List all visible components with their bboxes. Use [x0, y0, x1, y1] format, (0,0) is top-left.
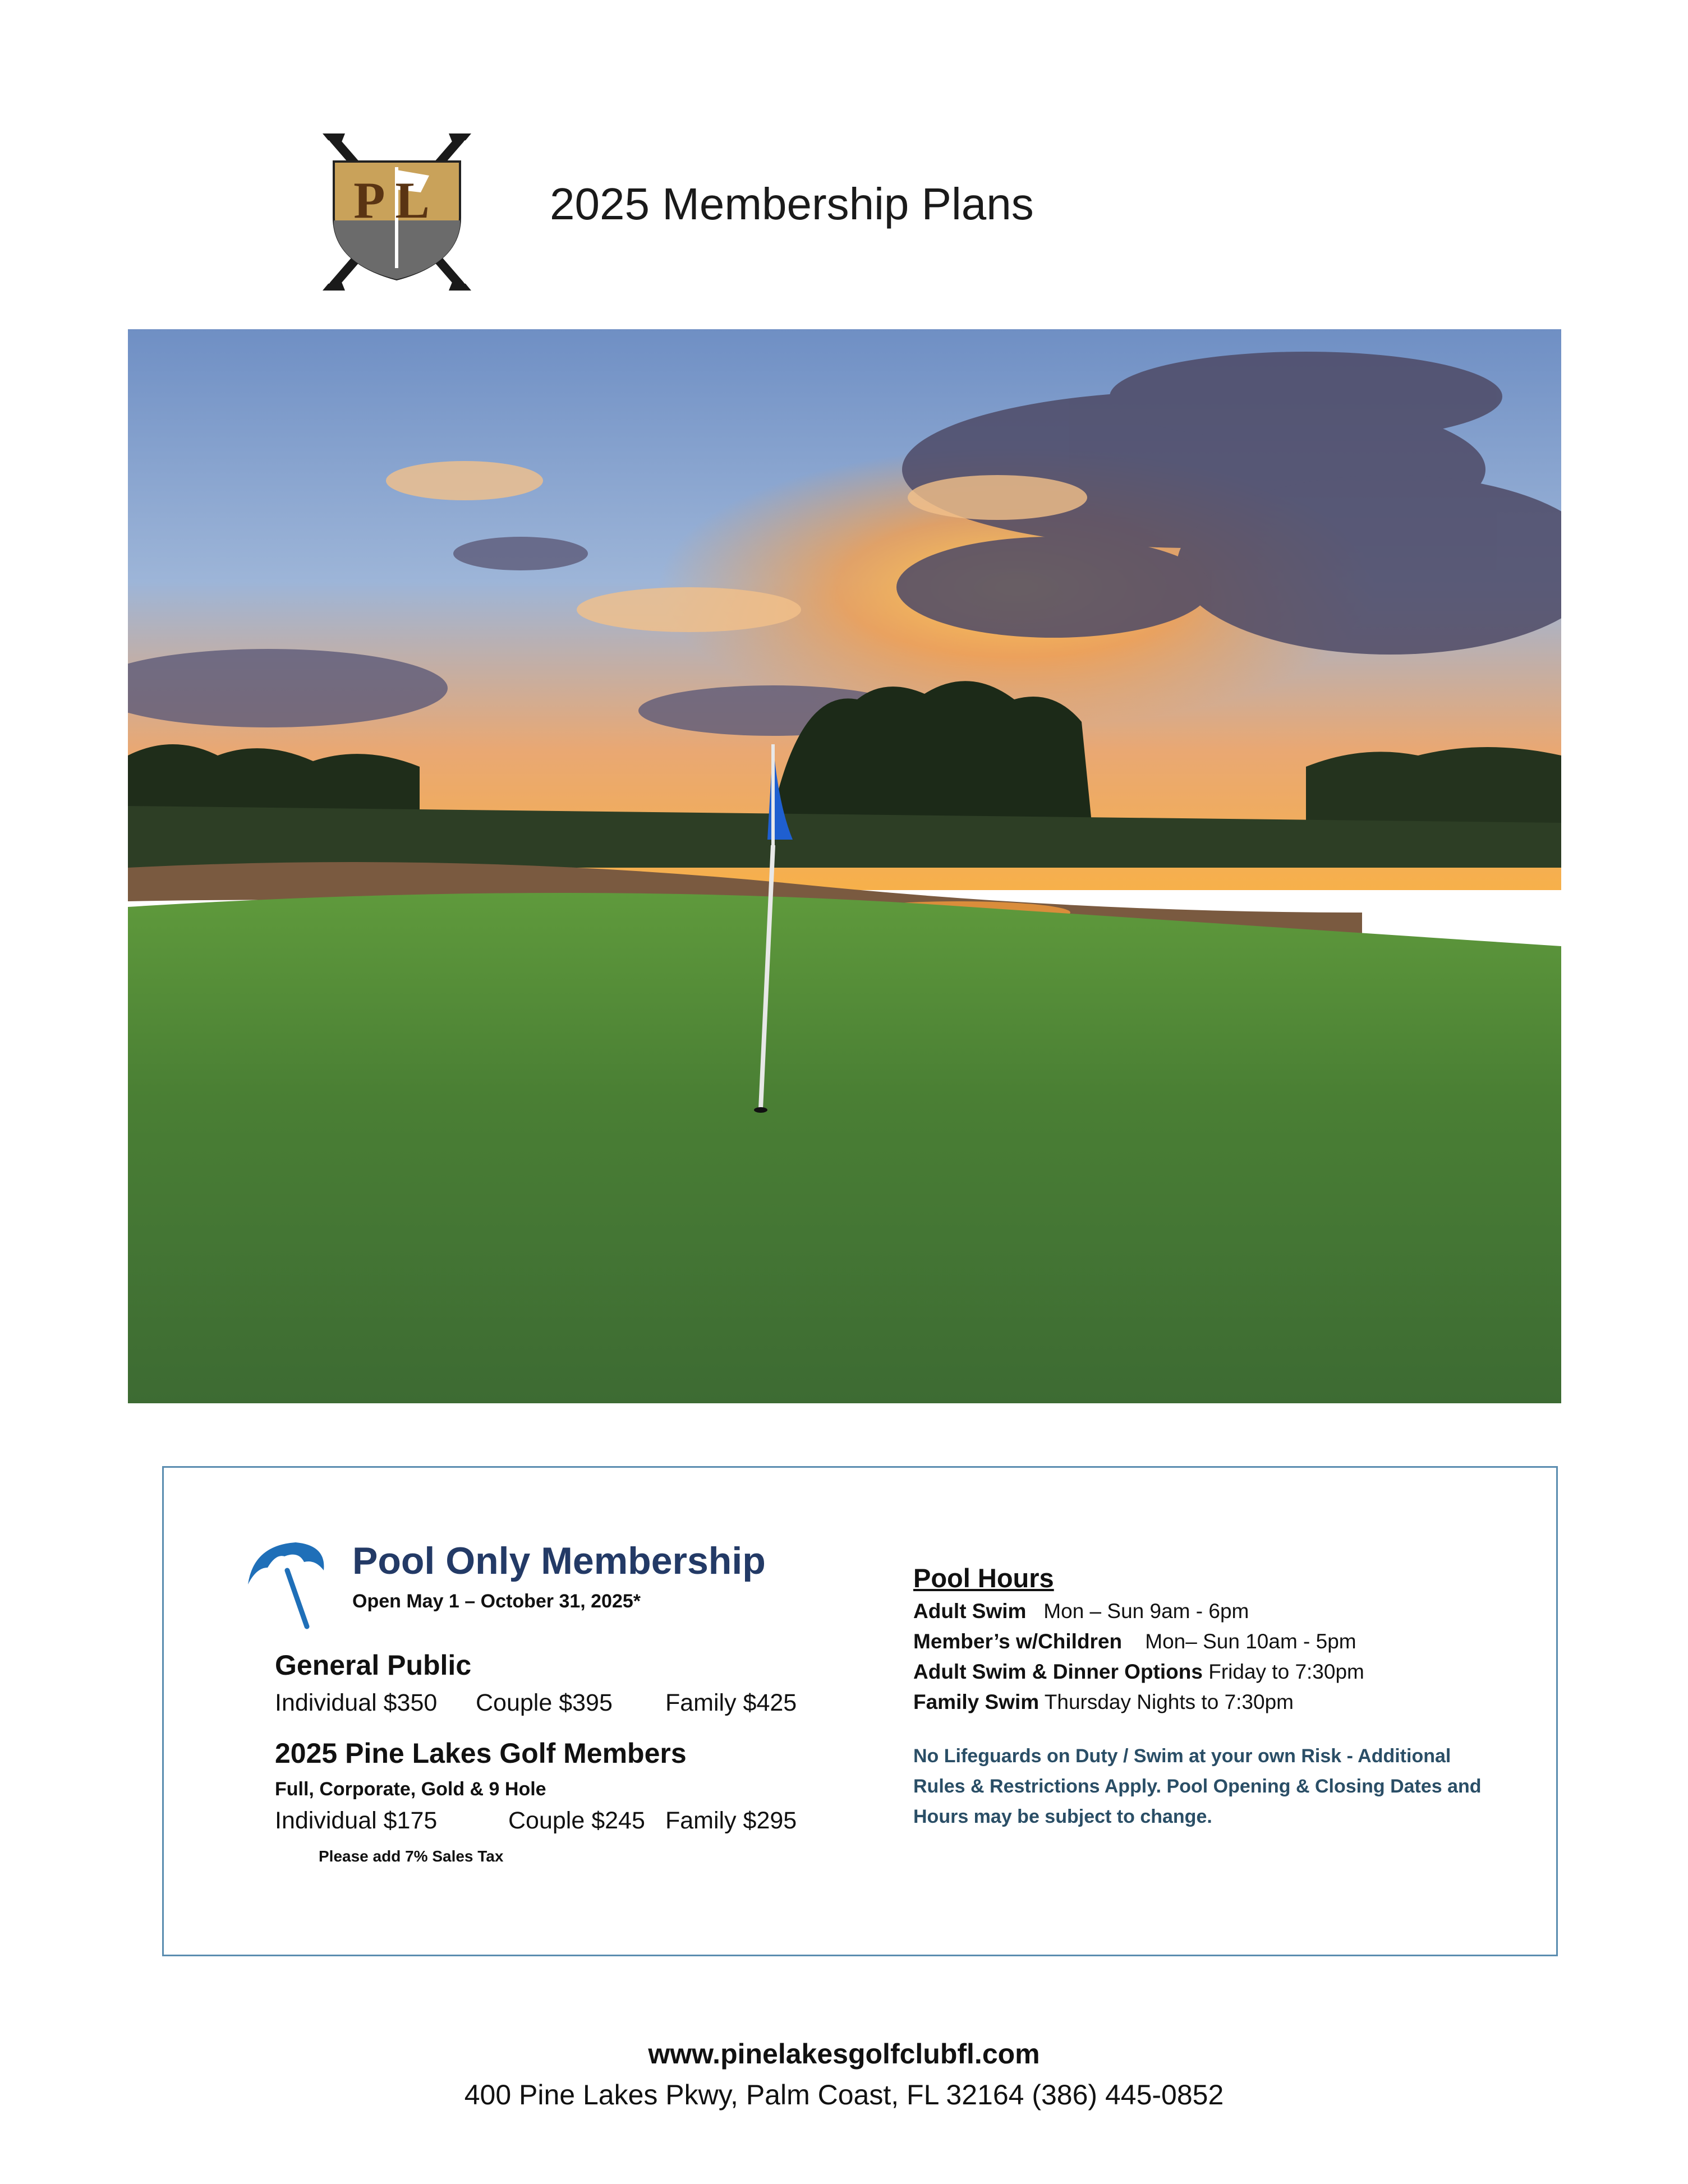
members-heading: 2025 Pine Lakes Golf Members: [275, 1738, 687, 1769]
hours-row: [913, 1660, 1364, 1684]
general-public-heading: General Public: [275, 1649, 472, 1681]
hours-label: Family Swim: [913, 1690, 1040, 1713]
pool-rules-notice: No Lifeguards on Duty / Swim at your own Risk - Additional Rules & Restrictions Apply. Pool Opening & Closing Dates and Hours may be subject to change.: [913, 1745, 1482, 1827]
sales-tax-note: Please add 7% Sales Tax: [319, 1847, 504, 1865]
pool-membership-title: Pool Only Membership: [352, 1540, 766, 1582]
season-dates: Open May 1 – October 31, 2025*: [352, 1591, 641, 1612]
general-individual-price: Individual $350: [275, 1689, 438, 1716]
beach-umbrella-icon: [242, 1537, 326, 1629]
hours-value: Thursday Nights to 7:30pm: [1044, 1690, 1294, 1713]
website-url[interactable]: www.pinelakesgolfclubfl.com: [648, 2038, 1040, 2070]
members-subheading: Full, Corporate, Gold & 9 Hole: [275, 1778, 546, 1800]
members-couple-price: Couple $245: [508, 1807, 645, 1834]
logo-lettering: PL: [353, 172, 440, 229]
hours-value: Mon– Sun 10am - 5pm: [1145, 1630, 1356, 1653]
page-title: 2025 Membership Plans: [550, 179, 1034, 229]
pool-hours-heading: Pool Hours: [913, 1563, 1054, 1593]
hours-label: Adult Swim & Dinner Options: [913, 1660, 1203, 1683]
club-address: 400 Pine Lakes Pkwy, Palm Coast, FL 32164 (386) 445-0852: [464, 2079, 1224, 2111]
hours-row: [913, 1630, 1356, 1653]
golf-course-photo: [128, 329, 1561, 1403]
hours-value: Mon – Sun 9am - 6pm: [1043, 1600, 1249, 1623]
hours-value: Friday to 7:30pm: [1208, 1660, 1364, 1683]
general-family-price: Family $425: [665, 1689, 797, 1716]
members-individual-price: Individual $175: [275, 1807, 438, 1834]
hours-label: Member’s w/Children: [913, 1630, 1123, 1653]
members-family-price: Family $295: [665, 1807, 797, 1834]
hours-label: Adult Swim: [913, 1600, 1027, 1623]
club-logo: [311, 128, 482, 296]
hours-row: [913, 1600, 1249, 1623]
general-couple-price: Couple $395: [476, 1689, 613, 1716]
hours-row: [913, 1690, 1294, 1714]
